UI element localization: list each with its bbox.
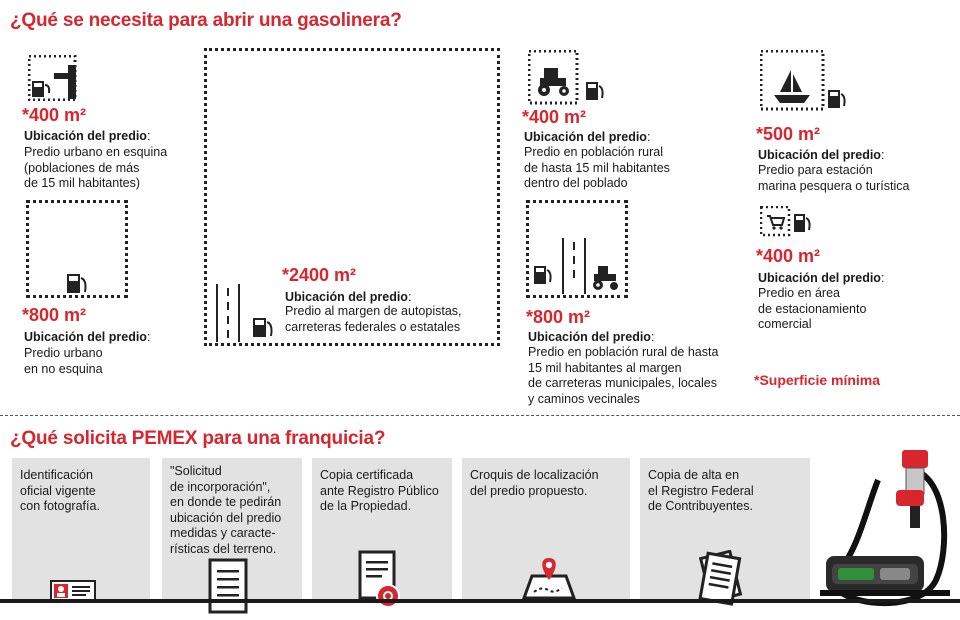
location-label: Ubicación del predio: [758,271,885,285]
area-value: *800 m² [22,305,87,325]
area-value: *2400 m² [282,265,357,285]
footnote: *Superficie mínima [754,372,881,388]
document-text: Copia de alta en el Registro Federal de Contribuyentes. [648,468,754,513]
rural-road-icon [532,238,624,301]
area-value: *400 m² [22,105,87,125]
document-card [640,458,810,600]
gas-pump-icon [66,272,90,299]
page-title: ¿Qué se necesita para abrir una gasolinera? [10,10,402,31]
document-text: "Solicitud de incorporación", en donde te pedirán ubicación del predio medidas y caracte- rísticas del terreno. [170,464,282,556]
area-value: *800 m² [526,307,591,327]
requirement-description: Predio urbano en esquina (poblaciones de más de 15 mil habitantes) [24,145,168,190]
requirement-description: Predio en población rural de hasta 15 mil habitantes al margen de carreteras municipales, locales y caminos vecinales [528,345,719,406]
corner-lot-icon [28,55,80,106]
boat-lot-icon [760,50,852,117]
fuel-nozzle-illustration [818,440,958,615]
location-label: Ubicación del predio: [524,130,651,144]
section-title: ¿Qué solicita PEMEX para una franquicia? [10,428,386,449]
section-divider [0,415,960,416]
requirement-description: Predio urbano en no esquina [24,346,103,376]
highway-road-icon [214,284,244,347]
location-label: Ubicación del predio: [758,148,885,162]
certified-document-icon [356,550,406,617]
requirement-description: Predio en población rural de hasta 15 mil habitantes dentro del poblado [524,145,670,190]
area-value: *500 m² [756,124,821,144]
document-text: Copia certificada ante Registro Público de la Propiedad. [320,468,439,513]
gas-pump-icon [252,316,276,343]
document-text: Identificación oficial vigente con fotografía. [20,468,100,513]
baseline-bar [0,599,960,603]
document-text: Croquis de localización del predio propuesto. [470,468,599,498]
document-card [312,458,452,600]
location-label: Ubicación del predio: [285,290,412,304]
location-label: Ubicación del predio: [24,129,151,143]
requirement-description: Predio para estación marina pesquera o turística [758,163,910,193]
area-value: *400 m² [756,246,821,266]
shopping-cart-lot-icon [760,206,822,243]
map-pin-icon [518,554,580,605]
document-card [12,458,150,600]
document-card [162,458,302,600]
tractor-lot-icon [528,50,610,111]
location-label: Ubicación del predio: [528,330,655,344]
location-label: Ubicación del predio: [24,330,151,344]
requirement-description: Predio al margen de autopistas, carreteras federales o estatales [285,304,462,334]
document-card [462,458,630,600]
form-document-icon [208,558,248,619]
area-value: *400 m² [522,107,587,127]
requirement-description: Predio en área de estacionamiento comercial [758,286,867,331]
